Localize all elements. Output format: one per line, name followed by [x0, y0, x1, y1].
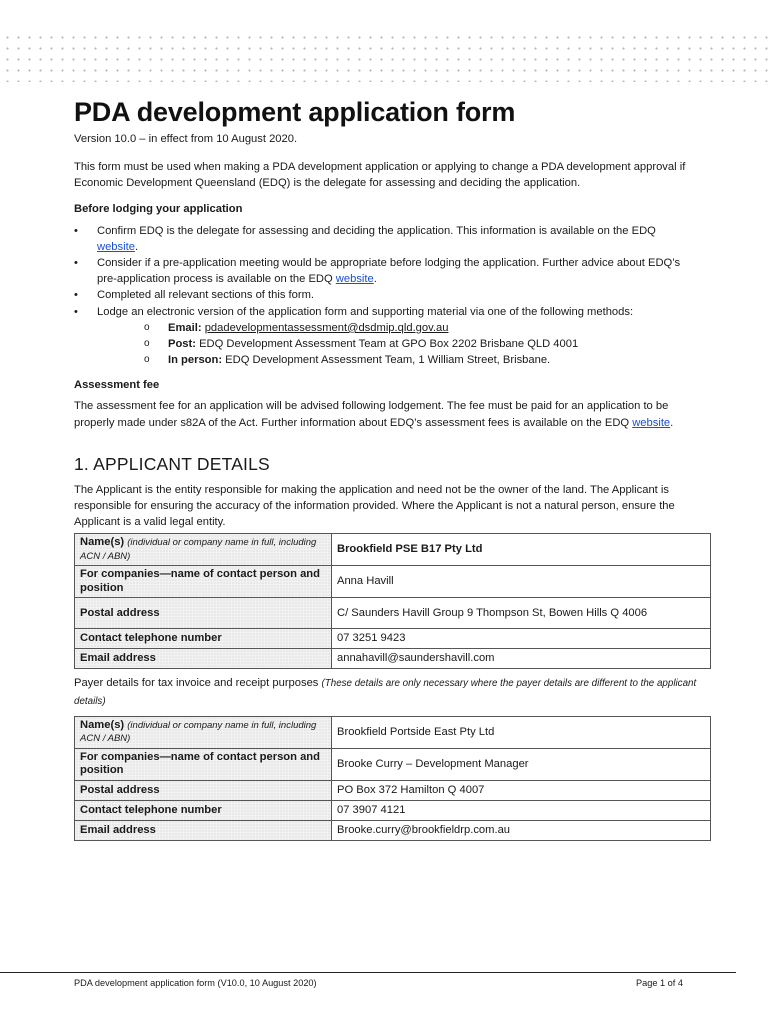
page-title: PDA development application form: [74, 97, 516, 127]
name-label: Name(s) (individual or company name in full, including ACN / ABN): [75, 716, 332, 748]
table-row: [75, 534, 711, 566]
method-email: o Email: pdadevelopmentassessment@dsdmip.qld.gov.au: [144, 320, 698, 336]
applicant-details-intro: The Applicant is the entity responsible for making the application and need not be the owner of the land. The Applicant is responsible for ensuring the accuracy of the information provided. Where the Applicant is not a natural person, ensure the Applicant is a valid legal entity.: [74, 483, 675, 529]
decorative-dot-pattern: [0, 30, 770, 82]
method-post: o Post: EDQ Development Assessment Team at GPO Box 2202 Brisbane QLD 4001: [144, 336, 698, 352]
website-link[interactable]: website: [632, 416, 671, 429]
payer-email-field[interactable]: Brooke.curry@brookfieldrp.com.au: [332, 820, 711, 840]
lodgement-methods-list: [97, 320, 698, 369]
assessment-fee-paragraph: The assessment fee for an application will be advised following lodgement. The fee must be paid for an application to be properly made under s82A of the Act. Further information about EDQ’s assessment fees is available on the EDQ website.: [74, 400, 674, 429]
contact-person-label: For companies—name of contact person and position: [75, 566, 332, 598]
table-row: [75, 566, 711, 598]
contact-person-label: For companies—name of contact person and position: [75, 748, 332, 780]
applicant-postal-field[interactable]: C/ Saunders Havill Group 9 Thompson St, Bowen Hills Q 4006: [332, 598, 711, 629]
intro-paragraph: This form must be used when making a PDA development application or applying to change a PDA development approval if Economic Development Queensland (EDQ) is the delegate for assessing and deciding the application.: [74, 161, 686, 190]
table-row: [75, 649, 711, 669]
payer-details-table: [74, 716, 711, 841]
list-item: • Lodge an electronic version of the application form and supporting material via one of the following methods: o Email: pdadevelopmentassessment@dsdmip.qld.gov.au o Post: EDQ Development Assessment Team at GPO Box 2202 Brisbane QLD 4001 o In person: EDQ Development Assessment Team, 1 William Street, Brisbane.: [74, 304, 698, 369]
before-lodging-heading: Before lodging your application: [74, 202, 243, 215]
payer-phone-field[interactable]: 07 3907 4121: [332, 800, 711, 820]
assessment-fee-heading: Assessment fee: [74, 379, 160, 392]
website-link[interactable]: website: [97, 240, 135, 253]
applicant-contact-field[interactable]: Anna Havill: [332, 566, 711, 598]
table-row: [75, 780, 711, 800]
phone-label: Contact telephone number: [75, 629, 332, 649]
payer-details-text: Payer details for tax invoice and receipt purposes (These details are only necessary where the payer details are different to the applicant details): [74, 677, 697, 707]
applicant-email-field[interactable]: annahavill@saundershavill.com: [332, 649, 711, 669]
method-in-person: o In person: EDQ Development Assessment Team, 1 William Street, Brisbane.: [144, 352, 698, 368]
before-lodging-list: [74, 223, 698, 369]
table-row: [75, 820, 711, 840]
footer-document-title: PDA development application form (V10.0, 10 August 2020): [74, 978, 317, 988]
email-label: Email address: [75, 820, 332, 840]
applicant-details-table: [74, 533, 711, 669]
payer-postal-field[interactable]: PO Box 372 Hamilton Q 4007: [332, 780, 711, 800]
form-page: [74, 96, 698, 841]
website-link[interactable]: website: [335, 273, 374, 286]
payer-name-field[interactable]: Brookfield Portside East Pty Ltd: [332, 716, 711, 748]
applicant-phone-field[interactable]: 07 3251 9423: [332, 629, 711, 649]
footer-page-number: Page 1 of 4: [636, 978, 683, 988]
postal-address-label: Postal address: [75, 780, 332, 800]
table-row: [75, 598, 711, 629]
footer-divider: [0, 972, 736, 973]
applicant-details-heading: 1. APPLICANT DETAILS: [74, 453, 270, 474]
applicant-name-field[interactable]: Brookfield PSE B17 Pty Ltd: [332, 534, 711, 566]
table-row: [75, 748, 711, 780]
email-link[interactable]: pdadevelopmentassessment@dsdmip.qld.gov.au: [204, 321, 449, 334]
payer-contact-field[interactable]: Brooke Curry – Development Manager: [332, 748, 711, 780]
table-row: [75, 629, 711, 649]
phone-label: Contact telephone number: [75, 800, 332, 820]
email-label: Email address: [75, 649, 332, 669]
list-item: • Completed all relevant sections of this form.: [74, 287, 698, 303]
list-item: • Consider if a pre-application meeting would be appropriate before lodging the application. Further advice about EDQ’s pre-application process is available on the EDQ website.: [74, 255, 698, 287]
name-label: Name(s) (individual or company name in full, including ACN / ABN): [75, 534, 332, 566]
table-row: [75, 800, 711, 820]
version-text: Version 10.0 – in effect from 10 August 2020.: [74, 133, 298, 145]
table-row: [75, 716, 711, 748]
postal-address-label: Postal address: [75, 598, 332, 629]
list-item: • Confirm EDQ is the delegate for assessing and deciding the application. This information is available on the EDQ website.: [74, 223, 698, 255]
